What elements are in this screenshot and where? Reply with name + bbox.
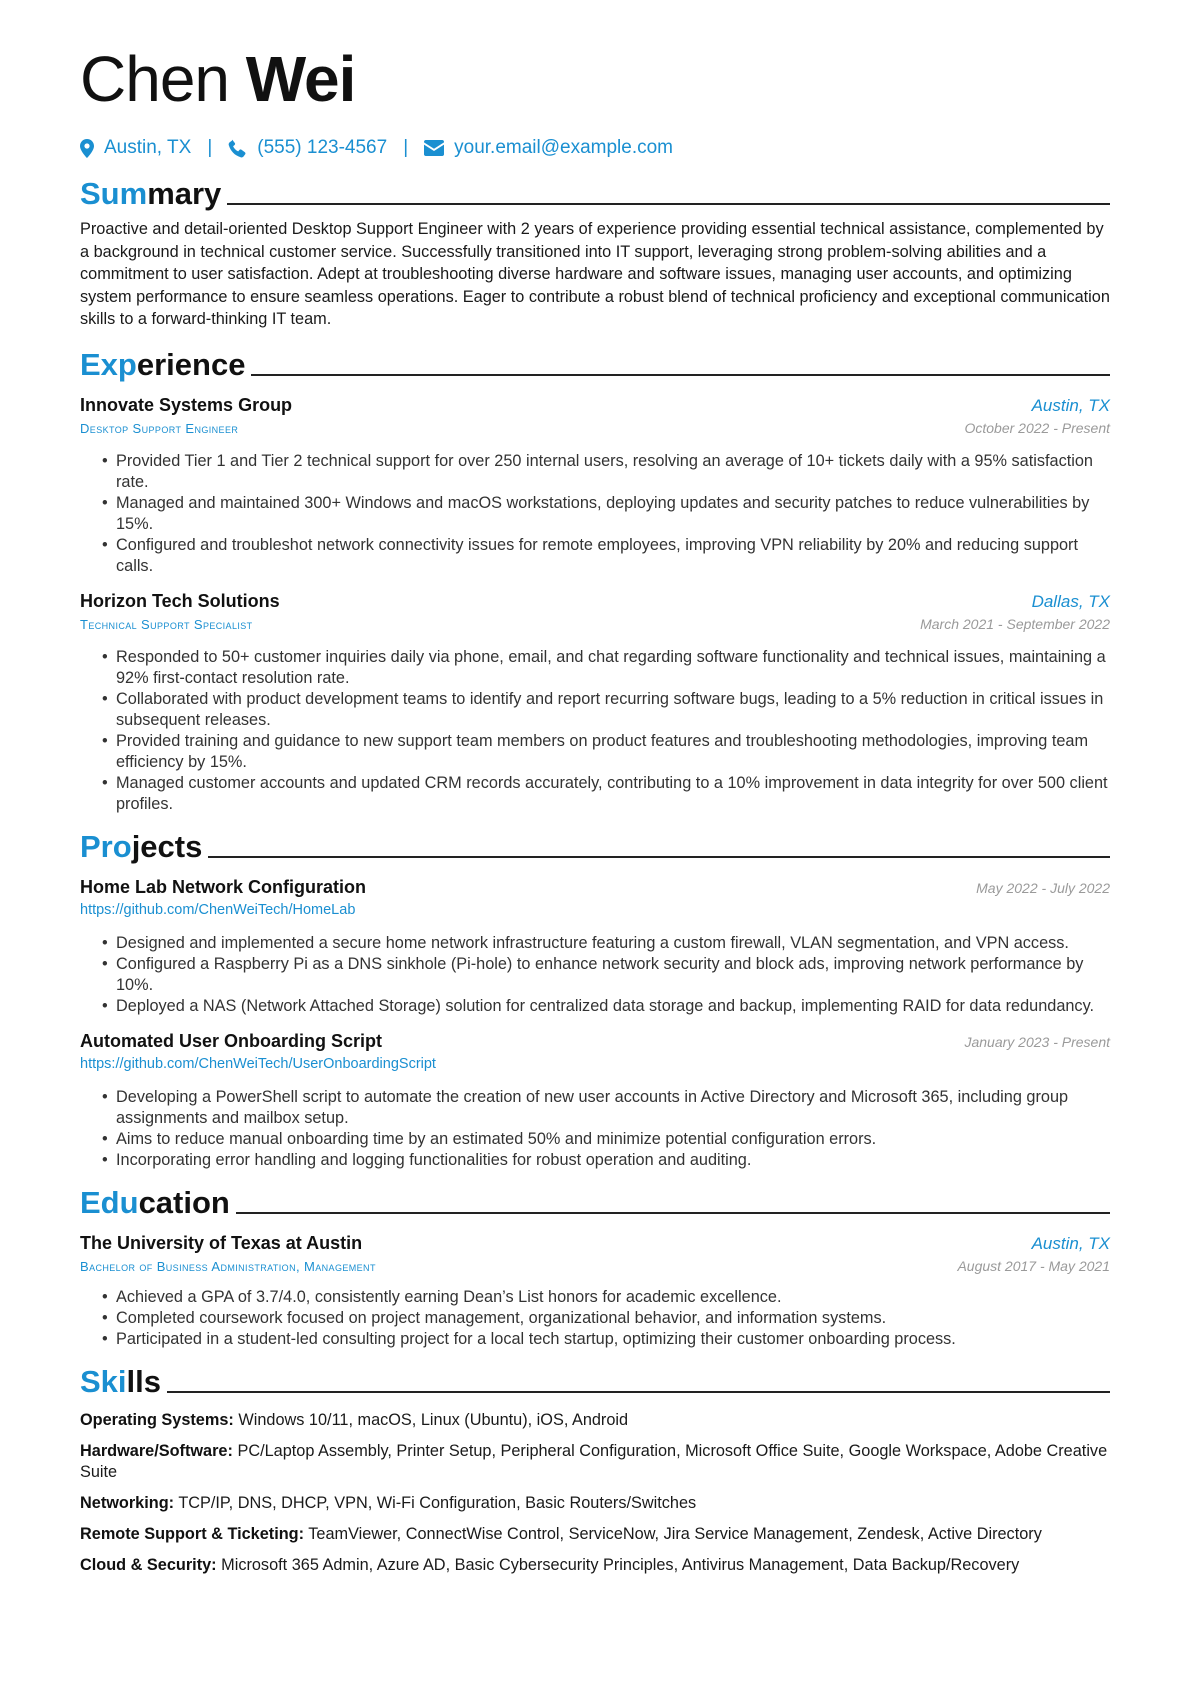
list-item: • Configured a Raspberry Pi as a DNS sinkhole (Pi-hole) to enhance network security and block ads, improving network performance by 10%. xyxy=(102,954,1110,996)
heading-rest: jects xyxy=(131,828,203,864)
project-title: Automated User Onboarding Script xyxy=(80,1030,383,1051)
list-item: • Aims to reduce manual onboarding time by an estimated 50% and minimize potential configuration errors. xyxy=(102,1129,1110,1150)
degree: Bachelor of Business Administration, Management xyxy=(80,1258,376,1274)
skill-label: Remote Support & Ticketing: xyxy=(80,1524,305,1543)
contact-location xyxy=(80,137,191,159)
skill-row xyxy=(80,1493,1110,1514)
list-item: • Managed and maintained 300+ Windows and macOS workstations, deploying updates and security patches to reduce vulnerabilities by 15%. xyxy=(102,493,1110,535)
job-location: Austin, TX xyxy=(1031,395,1110,415)
skill-value: Windows 10/11, macOS, Linux (Ubuntu), iOS, Android xyxy=(238,1410,629,1429)
candidate-name xyxy=(80,40,1110,118)
job-bullets xyxy=(80,451,1110,577)
skill-label: Networking: xyxy=(80,1493,175,1512)
last-name: Wei xyxy=(245,43,356,115)
section-divider xyxy=(227,203,1110,205)
map-marker-icon xyxy=(80,139,94,158)
section-divider xyxy=(167,1391,1110,1393)
job-role: Technical Support Specialist xyxy=(80,616,253,632)
contact-bar xyxy=(80,134,1110,162)
heading-accent: Pro xyxy=(80,828,132,864)
list-item: • Participated in a student-led consulting project for a local tech startup, optimizing their customer onboarding process. xyxy=(102,1329,1110,1350)
email-text: your.email@example.com xyxy=(454,137,673,158)
job-location: Dallas, TX xyxy=(1031,591,1110,611)
project-dates: May 2022 - July 2022 xyxy=(976,879,1110,896)
skill-row xyxy=(80,1524,1110,1545)
heading-accent: Exp xyxy=(80,346,137,382)
list-item: • Managed customer accounts and updated CRM records accurately, contributing to a 10% improvement in data integrity for over 500 client profiles. xyxy=(102,773,1110,815)
project-entry xyxy=(80,1029,1110,1171)
list-item: • Provided Tier 1 and Tier 2 technical support for over 250 internal users, resolving an average of 10+ tickets daily with a 95% satisfaction rate. xyxy=(102,451,1110,493)
heading-rest: mary xyxy=(147,176,222,211)
education-dates: August 2017 - May 2021 xyxy=(957,1257,1110,1274)
contact-phone[interactable] xyxy=(228,137,387,159)
heading-rest: lls xyxy=(126,1363,161,1399)
list-item: • Provided training and guidance to new support team members on product features and troubleshooting methodologies, improving team efficiency by 15%. xyxy=(102,731,1110,773)
experience-heading xyxy=(80,343,1110,383)
list-item: • Designed and implemented a secure home network infrastructure featuring a custom firewall, VLAN segmentation, and VPN access. xyxy=(102,933,1110,954)
skills-heading xyxy=(80,1360,1110,1400)
company-name: Horizon Tech Solutions xyxy=(80,590,280,611)
list-item: • Developing a PowerShell script to automate the creation of new user accounts in Active Directory and Microsoft 365, including group assignments and mailbox setup. xyxy=(102,1087,1110,1129)
list-item: • Achieved a GPA of 3.7/4.0, consistently earning Dean’s List honors for academic excellence. xyxy=(102,1287,1110,1308)
project-title: Home Lab Network Configuration xyxy=(80,876,367,897)
first-name: Chen xyxy=(80,43,229,115)
skill-label: Cloud & Security: xyxy=(80,1555,217,1574)
heading-accent: Ski xyxy=(80,1363,127,1399)
contact-separator: | xyxy=(207,137,213,158)
summary-text: Proactive and detail-oriented Desktop Support Engineer with 2 years of experience providing essential technical assistance, complemented by a background in technical customer service. Successfully transitioned into IT support, leveraging strong problem-solving abilities and a commitment to user satisfaction. Adept at troubleshooting diverse hardware and software issues, managing user accounts, and optimizing system performance to ensure seamless operations. Eager to contribute a robust blend of technical proficiency and exceptional communication skills to a forward-thinking IT team. xyxy=(80,220,1110,328)
experience-entry xyxy=(80,589,1110,815)
heading-rest: cation xyxy=(138,1184,230,1220)
envelope-icon xyxy=(424,140,444,156)
skill-row xyxy=(80,1441,1110,1483)
company-name: Innovate Systems Group xyxy=(80,394,293,415)
project-entry xyxy=(80,875,1110,1017)
list-item: • Responded to 50+ customer inquiries daily via phone, email, and chat regarding software functionality and technical issues, maintaining a 92% first-contact resolution rate. xyxy=(102,647,1110,689)
skill-row xyxy=(80,1410,1110,1431)
skill-label: Hardware/Software: xyxy=(80,1441,233,1460)
heading-rest: erience xyxy=(136,346,246,382)
list-item: • Incorporating error handling and logging functionalities for robust operation and auditing. xyxy=(102,1150,1110,1171)
phone-icon xyxy=(228,139,247,158)
education-heading xyxy=(80,1181,1110,1221)
experience-entry xyxy=(80,393,1110,577)
list-item: • Deployed a NAS (Network Attached Storage) solution for centralized data storage and backup, implementing RAID for data redundancy. xyxy=(102,996,1110,1017)
contact-separator: | xyxy=(403,137,409,158)
contact-email[interactable] xyxy=(424,137,673,159)
list-item: • Completed coursework focused on project management, organizational behavior, and information systems. xyxy=(102,1308,1110,1329)
education-bullets xyxy=(80,1287,1110,1350)
skill-value: TCP/IP, DNS, DHCP, VPN, Wi-Fi Configuration, Basic Routers/Switches xyxy=(178,1493,697,1512)
job-dates: October 2022 - Present xyxy=(964,419,1110,436)
skill-label: Operating Systems: xyxy=(80,1410,234,1429)
summary-heading xyxy=(80,172,1110,212)
skill-value: TeamViewer, ConnectWise Control, ServiceNow, Jira Service Management, Zendesk, Active Directory xyxy=(308,1524,1042,1543)
list-item: • Collaborated with product development teams to identify and report recurring software bugs, leading to a 5% reduction in critical issues in subsequent releases. xyxy=(102,689,1110,731)
project-link[interactable]: https://github.com/ChenWeiTech/UserOnboardingScript xyxy=(80,1055,436,1072)
job-bullets xyxy=(80,647,1110,815)
heading-accent: Edu xyxy=(80,1184,139,1220)
school-location: Austin, TX xyxy=(1031,1233,1110,1253)
project-dates: January 2023 - Present xyxy=(964,1033,1110,1050)
school-name: The University of Texas at Austin xyxy=(80,1232,363,1253)
location-text: Austin, TX xyxy=(104,137,192,158)
skill-row xyxy=(80,1555,1110,1576)
phone-text: (555) 123-4567 xyxy=(257,137,388,158)
project-bullets xyxy=(80,1087,1110,1171)
heading-accent: Sum xyxy=(80,176,148,211)
project-link[interactable]: https://github.com/ChenWeiTech/HomeLab xyxy=(80,901,356,918)
education-entry xyxy=(80,1231,1110,1350)
skill-value: Microsoft 365 Admin, Azure AD, Basic Cybersecurity Principles, Antivirus Management, Data Backup/Recovery xyxy=(221,1555,1020,1574)
skill-value: PC/Laptop Assembly, Printer Setup, Peripheral Configuration, Microsoft Office Suite, Google Workspace, Adobe Creative Suite xyxy=(80,1441,1108,1481)
job-role: Desktop Support Engineer xyxy=(80,420,239,436)
job-dates: March 2021 - September 2022 xyxy=(920,615,1110,632)
list-item: • Configured and troubleshot network connectivity issues for remote employees, improving VPN reliability by 20% and reducing support calls. xyxy=(102,535,1110,577)
project-bullets xyxy=(80,933,1110,1017)
section-divider xyxy=(251,374,1110,376)
section-divider xyxy=(208,856,1110,858)
projects-heading xyxy=(80,825,1110,865)
section-divider xyxy=(236,1212,1110,1214)
